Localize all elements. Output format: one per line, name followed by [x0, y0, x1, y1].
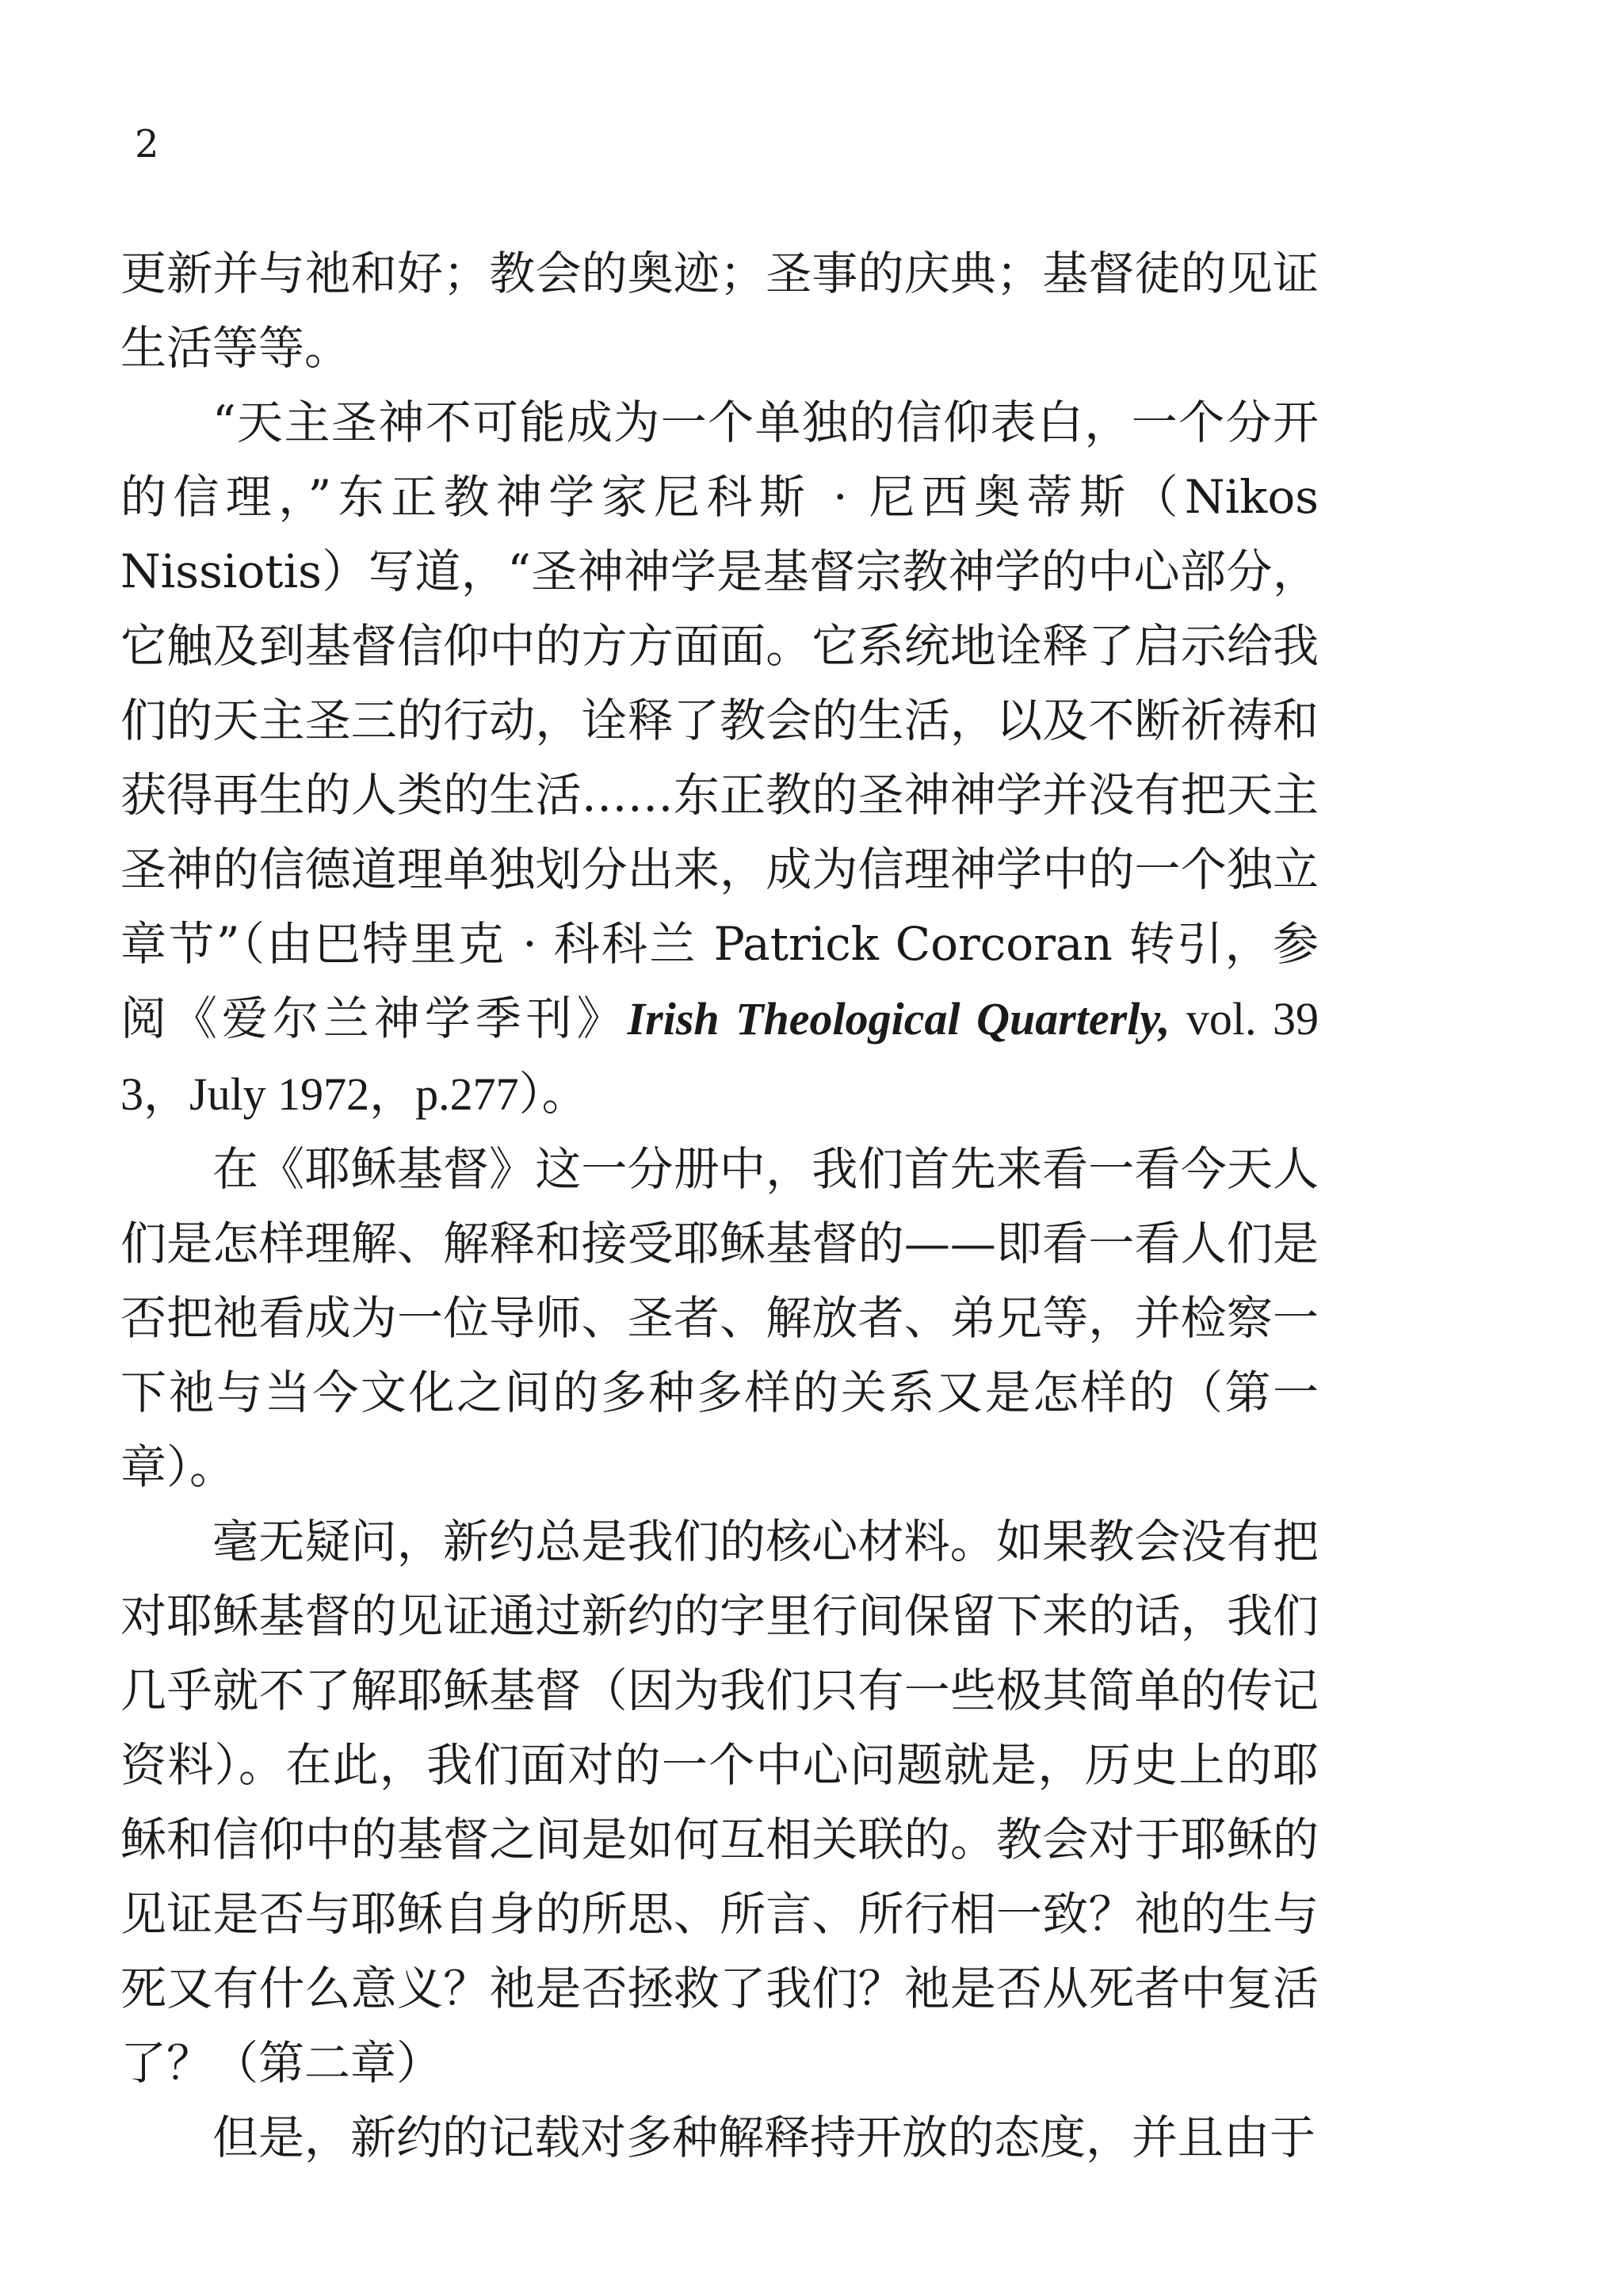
- citation-details: vol. 39 3，July 1972，p.277）。: [120, 993, 1319, 1120]
- quotation-text: “天主圣神不可能成为一个单独的信仰表白，一个分开的信理，”东正教神学家尼科斯 · 尼西奥蒂斯（Nikos Nissiotis）写道，“圣神神学是基督宗教神学的中心部分，它触及到基督信仰中的方方面面。它系统地诠释了启示给我们的天主圣三的行动，诠释了教会的生活，以及不断祈祷和获得再生的人类的生活……东正教的圣神神学并没有把天主圣神的信德道理单独划分出来，成为信理神学中的一个独立章节”（由巴特里克 · 科科兰 Patrick Corcoran 转引，参阅《爱尔兰神学季刊》: [120, 395, 1319, 1045]
- page-number: 2: [135, 122, 159, 166]
- journal-title: Irish Theological Quarterly,: [627, 993, 1170, 1045]
- paragraph-quotation: [120, 385, 1319, 1132]
- paragraph-volume-intro: 在《耶稣基督》这一分册中，我们首先来看一看今天人们是怎样理解、解释和接受耶稣基督的——即看一看人们是否把祂看成为一位导师、圣者、解放者、弟兄等，并检察一下祂与当今文化之间的多种多样的关系又是怎样的（第一章）。: [120, 1142, 1319, 1494]
- paragraph-interpretation: 但是，新约的记载对多种解释持开放的态度，并且由于: [212, 2111, 1316, 2164]
- paragraph-new-testament: 毫无疑问，新约总是我们的核心材料。如果教会没有把对耶稣基督的见证通过新约的字里行间保留下来的话，我们几乎就不了解耶稣基督（因为我们只有一些极其简单的传记资料）。在此，我们面对的一个中心问题就是，历史上的耶稣和信仰中的基督之间是如何互相关联的。教会对于耶稣的见证是否与耶稣自身的所思、所言、所行相一致？祂的生与死又有什么意义？祂是否拯救了我们？祂是否从死者中复活了？（第二章）: [120, 1515, 1319, 2090]
- body-text: [120, 236, 1319, 2175]
- paragraph-continuation: 更新并与祂和好；教会的奥迹；圣事的庆典；基督徒的见证生活等等。: [120, 246, 1319, 375]
